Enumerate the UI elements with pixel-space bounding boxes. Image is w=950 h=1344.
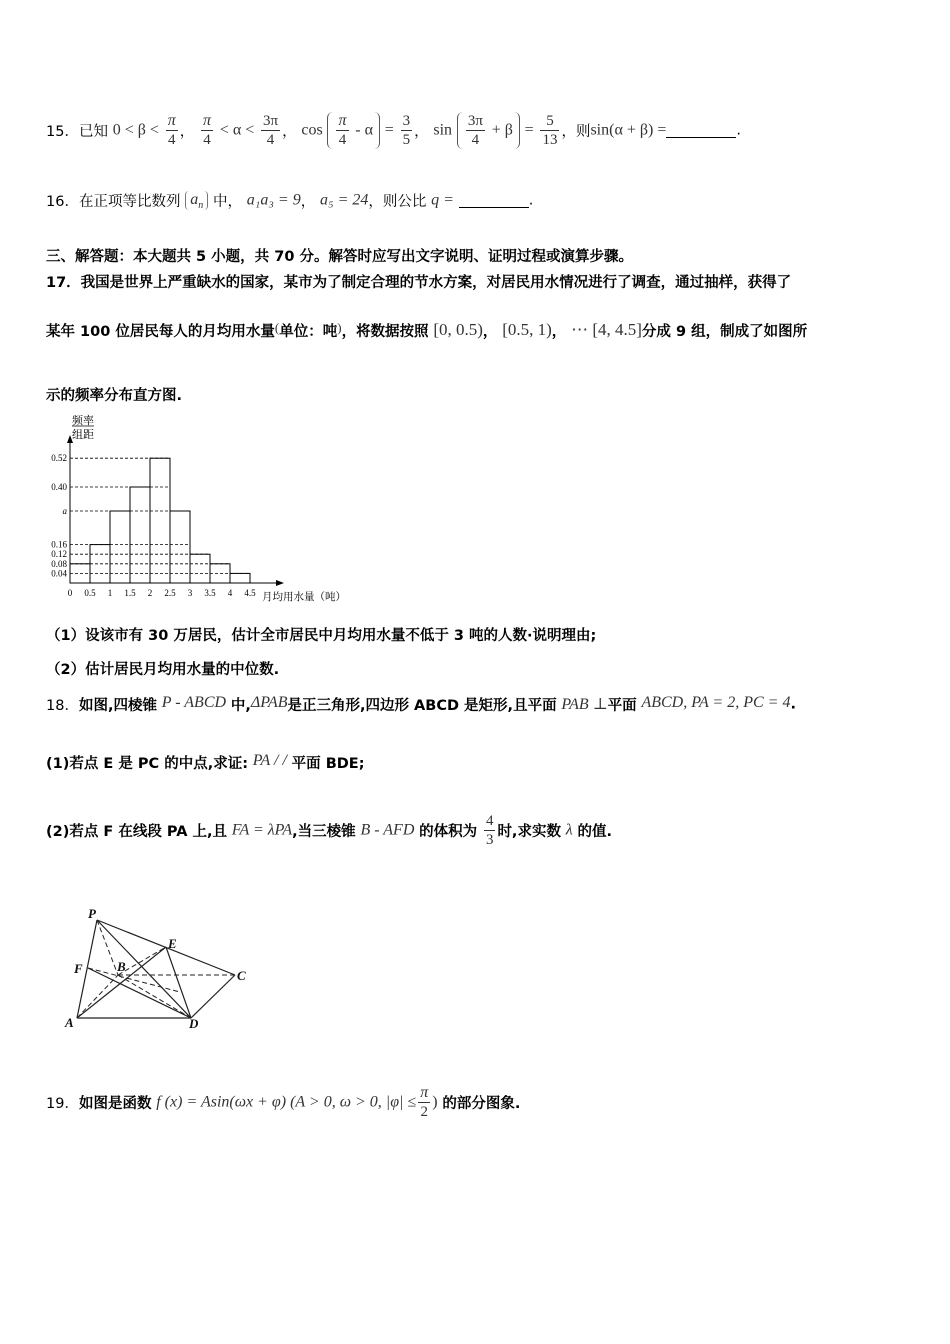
q15-cond2: < α < — [219, 121, 255, 139]
edge-FC — [88, 968, 180, 992]
q18-b: 中, — [230, 698, 251, 714]
y-tick-label: 0.08 — [51, 558, 67, 569]
comma: ， — [482, 324, 498, 340]
histogram-bar — [130, 487, 150, 583]
label-C: C — [237, 968, 246, 983]
q19-b: 的部分图象. — [442, 1096, 521, 1112]
x-axis-arrow — [276, 580, 284, 586]
frac-numerator: π — [203, 112, 212, 129]
frac-numerator: 5 — [540, 112, 559, 131]
period: . — [790, 696, 796, 713]
histogram-bar — [170, 511, 190, 583]
q15-sin: sin — [433, 121, 453, 139]
q18-a: 如图,四棱锥 — [78, 698, 157, 714]
x-axis-label: 月均用水量（吨） — [262, 592, 346, 603]
label-E: E — [168, 936, 177, 951]
q18-triangle: ΔPAB — [250, 694, 288, 711]
q15-frac-pi4-c — [336, 112, 348, 149]
frac-denominator: 13 — [542, 132, 558, 148]
paren-close: ) — [337, 320, 342, 335]
q18-sub2-a: (2)若点 F 在线段 PA 上,且 — [46, 824, 227, 840]
q17-unit: 单位：吨 — [279, 324, 338, 340]
x-tick-label: 1.5 — [124, 588, 136, 598]
q18 — [46, 694, 796, 715]
frac-denominator: 4 — [167, 132, 176, 148]
q15-then: ，则 — [561, 124, 591, 140]
label-D: D — [189, 1016, 199, 1031]
q15-frac-513 — [540, 112, 559, 149]
q18-lambda: λ — [565, 821, 573, 839]
comma: ， — [300, 194, 316, 210]
edge-DC — [191, 975, 235, 1018]
frac-denominator: 3 — [485, 832, 494, 848]
y-label-top: 频率 — [72, 415, 94, 427]
period: . — [528, 192, 534, 209]
q15-frac-35 — [401, 112, 413, 149]
q18-c: 是正三角形,四边形 ABCD 是矩形,且平面 — [287, 698, 557, 714]
q19-frac-pi2 — [418, 1084, 430, 1121]
q17-line2-c: 分成 9 组，制成了如图所 — [641, 324, 808, 340]
q18-cond: ABCD, PA = 2, PC = 4 — [641, 694, 791, 711]
q17-line2 — [46, 320, 807, 341]
q18-pyramid: P - ABCD — [161, 694, 227, 711]
frac-numerator: 4 — [485, 813, 494, 829]
histogram-bar — [230, 573, 250, 583]
y-tick-label: a — [62, 506, 67, 516]
frequency-histogram — [40, 412, 370, 607]
comma: ， — [179, 124, 195, 140]
edge-FE-ish — [77, 947, 166, 1018]
q18-sub1-math: PA / / — [252, 752, 287, 769]
y-tick-label: 0.12 — [51, 549, 67, 560]
q15-frac-3pi4 — [261, 112, 280, 149]
frac-denominator: 2 — [420, 1104, 428, 1120]
x-tick-label: 3 — [187, 588, 193, 598]
q17-sub1: （1）设该市有 30 万居民，估计全市居民中月均用水量不低于 3 吨的人数·说明理由; — [46, 628, 597, 644]
q15-cond1: 0 < β < — [112, 121, 159, 139]
frac-numerator: π — [167, 112, 176, 129]
q16-prefix: 在正项等比数列 — [78, 194, 181, 210]
q18-sub2-c: 的体积为 — [419, 824, 478, 840]
q15-eq1: = — [384, 121, 394, 139]
x-tick-label: 0.5 — [84, 588, 96, 598]
q15 — [46, 112, 741, 149]
q16-cond1: a₁a₃ = 9 — [246, 191, 301, 209]
frac-numerator: π — [338, 112, 347, 129]
q15-cos: cos — [301, 121, 323, 139]
q16-mid: 中， — [213, 194, 243, 210]
y-label-bottom: 组距 — [72, 429, 94, 441]
q16-number: 16． — [46, 194, 79, 210]
seq-letter: a — [190, 190, 199, 208]
q19-a: 如图是函数 — [78, 1096, 152, 1112]
q18-number: 18． — [46, 698, 79, 714]
q17-interval3: ⋯ [4, 4.5] — [571, 320, 642, 339]
q18-plane: PAB ⊥ — [561, 696, 608, 713]
q17-line2-b: ，将数据按照 — [341, 324, 429, 340]
q15-sin-inner: + β — [491, 121, 513, 139]
seq-subscript: n — [198, 199, 204, 211]
q16 — [46, 190, 533, 211]
q18-sub2-math2: B - AFD — [360, 821, 415, 839]
edge-AB — [77, 975, 118, 1018]
x-tick-label: 3.5 — [204, 588, 216, 598]
histogram-bar — [150, 458, 170, 583]
edge-PD — [97, 920, 191, 1018]
q15-answer-blank — [666, 123, 736, 138]
frac-numerator: π — [420, 1084, 429, 1101]
q15-target: sin(α + β) = — [590, 121, 667, 139]
q18-sub1 — [46, 752, 365, 773]
histogram-bar — [190, 554, 210, 583]
x-tick-label: 2.5 — [164, 588, 176, 598]
histogram-bar — [110, 511, 130, 583]
q17-sub2: （2）估计居民月均用水量的中位数. — [46, 662, 280, 678]
q16-suffix: ，则公比 — [368, 194, 427, 210]
q19-func: f (x) = Asin(ωx + φ) (A > 0, ω > 0, |φ| ≤ — [156, 1093, 417, 1111]
x-tick-label: 2 — [147, 588, 153, 598]
q16-answer-blank — [459, 193, 529, 208]
q17-interval1: [0, 0.5) — [433, 320, 483, 339]
label-B: B — [117, 959, 126, 974]
section3-heading: 三、解答题：本大题共 5 小题，共 70 分。解答时应写出文字说明、证明过程或演算步骤。 — [46, 249, 633, 265]
paren-open: ( — [274, 320, 280, 335]
y-tick-label: 0.04 — [51, 568, 67, 579]
q15-cos-inner: - α — [355, 121, 373, 139]
q18-sub1-b: 平面 BDE; — [291, 756, 365, 772]
q18-sub2-e: 的值. — [577, 824, 612, 840]
x-tick-label: 4 — [227, 588, 233, 598]
q19 — [46, 1084, 520, 1121]
edge-PB — [97, 920, 118, 975]
q19-number: 19． — [46, 1096, 79, 1112]
q15-eq2: = — [524, 121, 534, 139]
q17-interval2: [0.5, 1) — [502, 320, 552, 339]
comma: ， — [551, 324, 567, 340]
pyramid-figure — [60, 900, 260, 1035]
q18-sub1-a: (1)若点 E 是 PC 的中点,求证: — [46, 756, 249, 772]
frac-numerator: 3π — [263, 113, 279, 129]
q17-line2-a: 某年 100 位居民每人的月均用水量 — [46, 324, 275, 340]
y-tick-label: 0.52 — [51, 453, 67, 464]
q15-frac-pi4 — [166, 112, 178, 149]
q17-line3: 示的频率分布直方图. — [46, 388, 183, 404]
frac-denominator: 4 — [471, 132, 480, 148]
q17-line1: 17．我国是世界上严重缺水的国家，某市为了制定合理的节水方案，对居民用水情况进行了调查，通过抽样，获得了 — [46, 275, 792, 291]
x-tick-label: 0 — [67, 588, 73, 598]
q18-sub2-d: 时,求实数 — [497, 824, 561, 840]
q19-close: ) — [432, 1093, 438, 1111]
frac-denominator: 4 — [203, 132, 211, 148]
frac-denominator: 4 — [266, 132, 275, 148]
q16-cond2: a₅ = 24 — [320, 191, 369, 209]
q15-sin-paren — [457, 112, 520, 149]
q18-sub2-math1: FA = λPA — [231, 821, 293, 839]
q15-cos-paren — [327, 112, 380, 149]
x-tick-label: 4.5 — [244, 588, 256, 598]
frac-denominator: 4 — [338, 132, 347, 148]
comma: ， — [414, 124, 429, 140]
q15-number: 15． — [46, 124, 79, 140]
edge-BD — [118, 975, 191, 1018]
frac-numerator: 3π — [467, 113, 483, 129]
label-A: A — [65, 1015, 74, 1030]
x-tick-label: 1 — [107, 588, 113, 598]
q18-volume-frac — [484, 812, 496, 849]
label-P: P — [88, 906, 96, 921]
q16-target: q = — [431, 191, 454, 209]
y-tick-label: 0.16 — [51, 539, 67, 550]
label-F: F — [74, 961, 83, 976]
frac-denominator: 5 — [402, 132, 411, 148]
period: . — [736, 122, 741, 139]
y-tick-label: 0.40 — [51, 482, 67, 492]
q18-d: 平面 — [607, 698, 637, 714]
comma: ， — [282, 124, 297, 140]
q16-seq — [185, 191, 208, 211]
q15-prefix: 已知 — [78, 124, 108, 140]
q15-frac-pi4-b — [201, 112, 213, 149]
q15-frac-3pi4-b — [466, 112, 485, 149]
frac-numerator: 3 — [402, 113, 411, 129]
q18-sub2 — [46, 812, 612, 849]
q18-sub2-b: ,当三棱锥 — [292, 824, 356, 840]
